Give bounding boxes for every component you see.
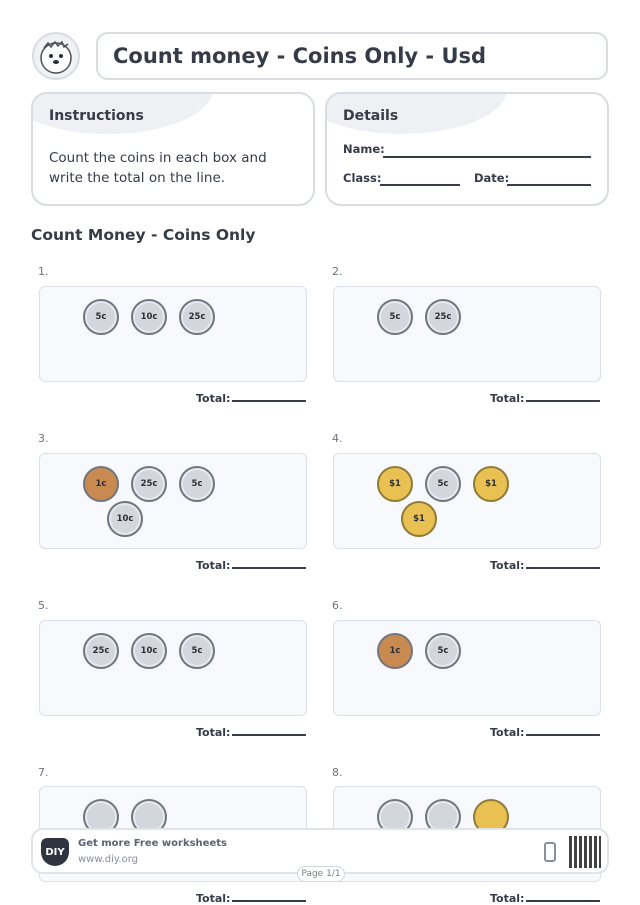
total-answer-line[interactable] (526, 567, 600, 569)
coin-box (333, 286, 601, 382)
footer-promo-text: Get more Free worksheets (78, 838, 227, 849)
total-answer-line[interactable] (526, 900, 600, 902)
question-number: 3. (38, 432, 49, 445)
date-label: Date: (474, 171, 510, 185)
question-number: 7. (38, 766, 49, 779)
coin: 10c (131, 633, 167, 669)
coin: 25c (179, 299, 215, 335)
details-heading: Details (343, 108, 399, 124)
page-indicator: Page 1/1 (297, 866, 345, 882)
total-label: Total: (490, 726, 525, 739)
footer-banner[interactable] (31, 828, 609, 879)
page-title: Count money - Coins Only - Usd (96, 32, 608, 80)
total-label: Total: (196, 892, 231, 905)
class-field[interactable] (380, 184, 460, 186)
coin: 5c (425, 633, 461, 669)
coin: 5c (179, 633, 215, 669)
coin-box (39, 620, 307, 716)
coin: 25c (83, 633, 119, 669)
coin: 5c (377, 299, 413, 335)
coin: $1 (377, 466, 413, 502)
coin: 5c (83, 299, 119, 335)
name-field[interactable] (383, 156, 591, 158)
total-answer-line[interactable] (526, 734, 600, 736)
total-answer-line[interactable] (526, 400, 600, 402)
question-number: 8. (332, 766, 343, 779)
section-title: Count Money - Coins Only (31, 226, 256, 244)
details-card (325, 92, 609, 206)
total-label: Total: (490, 559, 525, 572)
question-number: 2. (332, 265, 343, 278)
coin-box (39, 286, 307, 382)
phone-icon (544, 842, 556, 862)
coin-box (333, 453, 601, 549)
instructions-card (31, 92, 315, 206)
coin-box (39, 453, 307, 549)
class-label: Class: (343, 171, 382, 185)
coin-box (333, 620, 601, 716)
coin: 25c (425, 299, 461, 335)
coin: 1c (83, 466, 119, 502)
mascot-icon (32, 32, 80, 80)
instructions-heading: Instructions (49, 108, 144, 124)
coin: 5c (179, 466, 215, 502)
question-number: 6. (332, 599, 343, 612)
total-answer-line[interactable] (232, 400, 306, 402)
coin: 10c (107, 501, 143, 537)
coin: 5c (425, 466, 461, 502)
total-label: Total: (196, 392, 231, 405)
coin: 25c (131, 466, 167, 502)
footer-url[interactable]: www.diy.org (78, 854, 138, 865)
coin: $1 (401, 501, 437, 537)
total-label: Total: (490, 392, 525, 405)
total-label: Total: (490, 892, 525, 905)
qr-code-icon (569, 836, 601, 868)
question-number: 1. (38, 265, 49, 278)
coin: $1 (473, 466, 509, 502)
total-label: Total: (196, 559, 231, 572)
question-number: 4. (332, 432, 343, 445)
total-answer-line[interactable] (232, 900, 306, 902)
instructions-text: Count the coins in each box and write the total on the line. (49, 150, 267, 186)
total-label: Total: (196, 726, 231, 739)
total-answer-line[interactable] (232, 734, 306, 736)
name-label: Name: (343, 142, 385, 156)
coin: 1c (377, 633, 413, 669)
question-number: 5. (38, 599, 49, 612)
coin: 10c (131, 299, 167, 335)
diy-logo-icon: DIY (41, 838, 69, 866)
date-field[interactable] (507, 184, 591, 186)
total-answer-line[interactable] (232, 567, 306, 569)
